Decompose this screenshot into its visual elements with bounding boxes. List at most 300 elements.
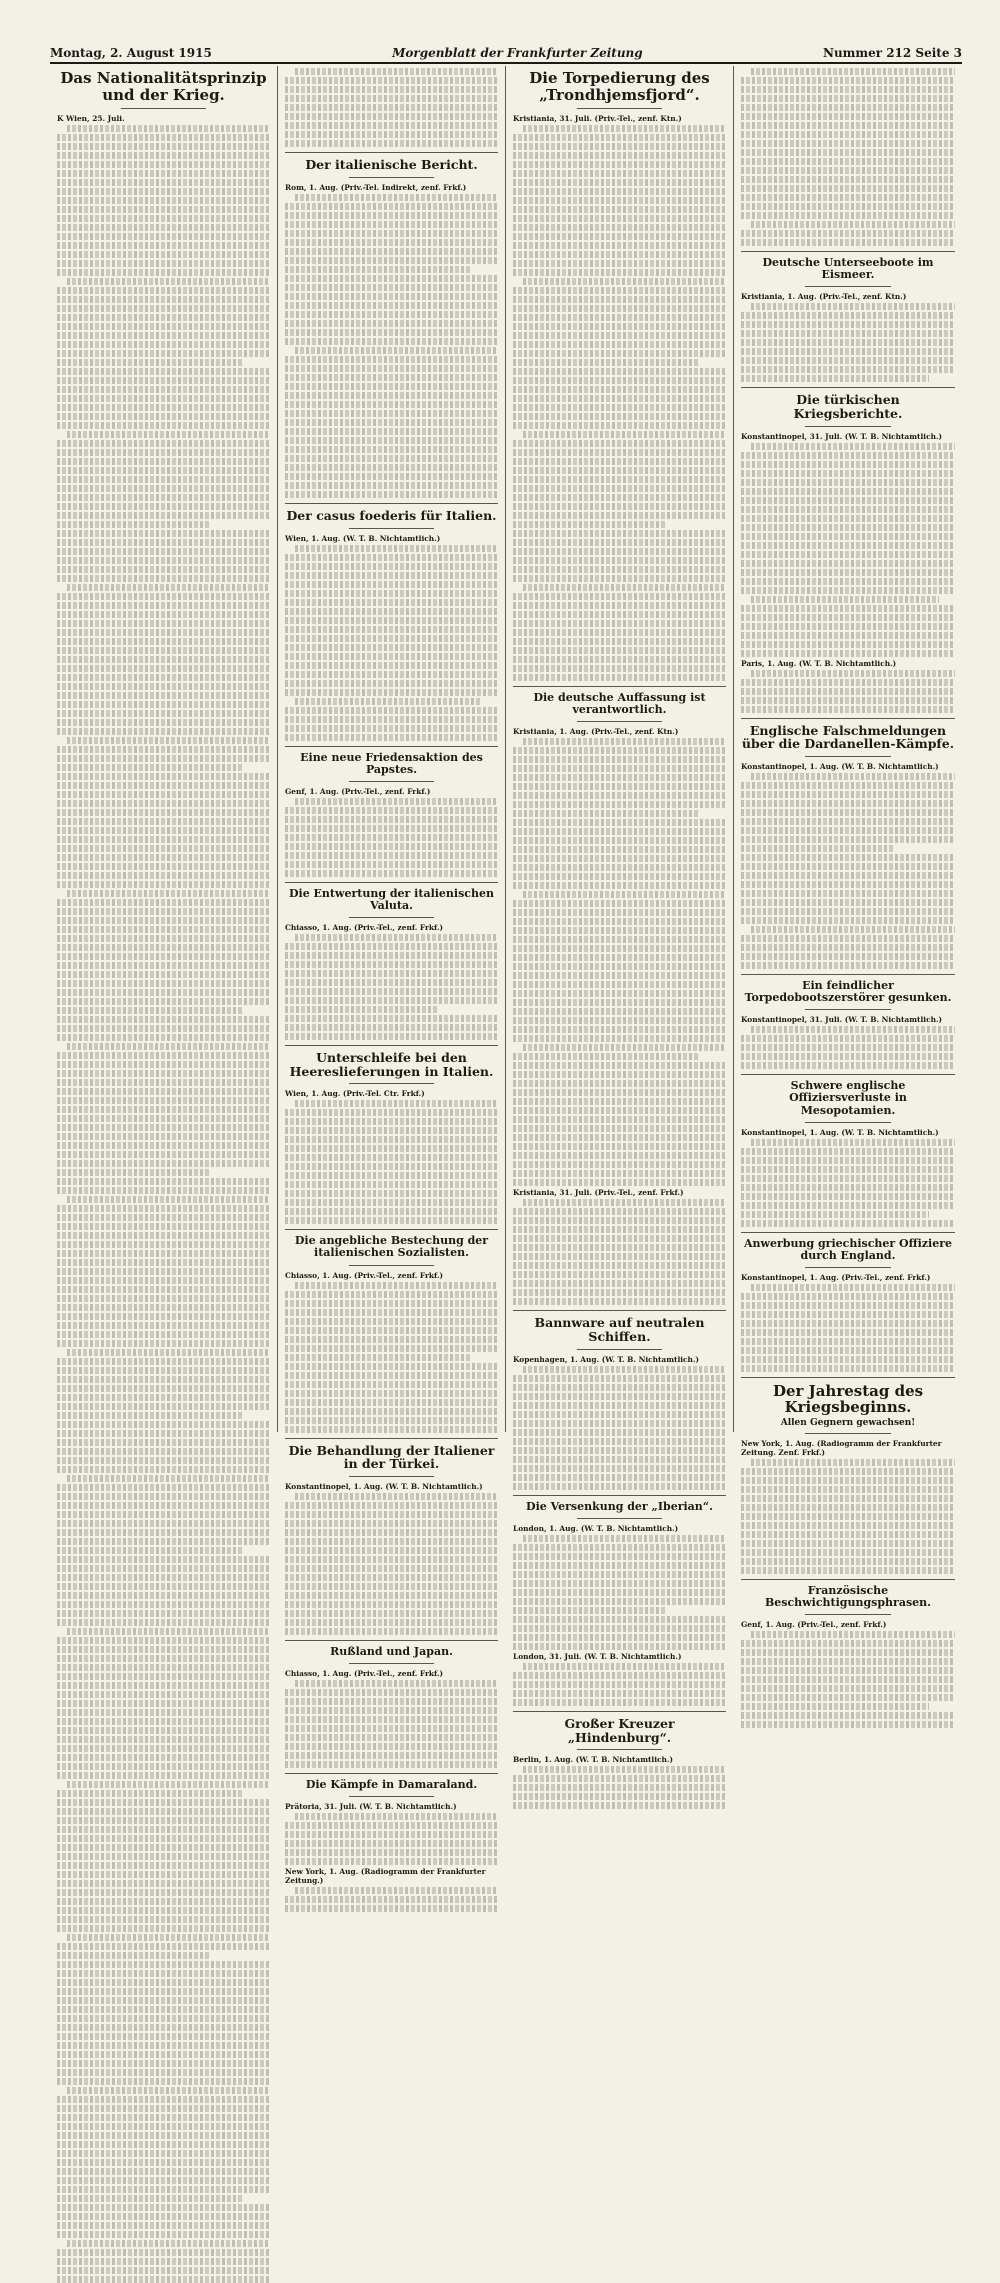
text-line [285,212,498,219]
text-line [285,1743,498,1750]
text-line [285,979,498,986]
text-line [285,446,498,453]
text-line [513,143,726,150]
text-line [285,1118,498,1125]
article [285,1773,498,1865]
text-line [285,653,498,660]
text-line [513,801,726,808]
text-line [285,77,498,84]
text-line [57,1547,244,1554]
text-line [285,1547,498,1554]
text-line [57,2267,270,2274]
text-line [513,170,726,177]
text-line [513,1026,726,1033]
text-line [57,1358,270,1365]
article-dateline: Konstantinopel, 1. Aug. (W. T. B. Nichtamtlich.) [285,1482,483,1492]
text-line [741,836,955,843]
text-line [513,1681,726,1688]
text-line [285,428,498,435]
text-line [285,356,498,363]
text-line [57,188,270,195]
text-line [57,953,270,960]
text-line [513,1098,726,1105]
text-line [57,1592,270,1599]
headline-rule [349,781,434,782]
text-line [741,1320,955,1327]
text-line [741,641,955,648]
text-line [57,647,270,654]
text-line [57,2168,270,2175]
text-line [513,864,726,871]
text-line [57,674,270,681]
text-line [57,683,270,690]
text-line [57,1565,270,1572]
article-dateline: Chiasso, 1. Aug. (Priv.-Tel., zenf. Frkf.) [285,1669,444,1679]
article-headline: Der italienische Bericht. [305,157,478,172]
text-line [285,338,498,345]
text-line [57,1745,270,1752]
text-line [513,215,726,222]
text-line [741,782,955,789]
text-line [513,341,726,348]
article-divider [513,1711,726,1712]
text-line [513,882,726,889]
text-line [513,1289,726,1296]
text-line [285,1181,498,1188]
text-line [57,944,270,951]
text-line [513,1375,726,1382]
text-line [741,506,955,513]
text-line [57,917,270,924]
text-line [57,1583,270,1590]
text-line [285,464,498,471]
text-line [513,377,726,384]
article [741,1377,955,1574]
text-line [67,737,270,744]
text-line [57,1898,270,1905]
text-line [513,1402,726,1409]
headline-rule [121,108,206,109]
text-line [57,2123,270,2130]
text-line [513,1775,726,1782]
text-line [741,944,955,951]
article-headline: Englische Falschmeldungen über die Dardanellen-Kämpfe. [741,722,955,752]
text-line [285,1006,438,1013]
text-line [57,1637,270,1644]
text-line [513,485,726,492]
text-line [57,341,270,348]
text-line [57,755,270,762]
text-line [741,1302,955,1309]
text-line [285,1208,498,1215]
article-divider [741,1232,955,1233]
text-line [57,1556,270,1563]
text-line [513,1134,726,1141]
text-line [523,1766,726,1773]
text-line [57,989,270,996]
headline-rule [349,917,434,918]
text-line [57,1367,270,1374]
text-line [513,1553,726,1560]
text-line [741,809,955,816]
text-line [67,890,270,897]
text-line [741,1703,929,1710]
text-line [57,1385,270,1392]
text-line [741,1721,955,1728]
text-line [741,872,955,879]
text-line [57,422,270,429]
text-line [57,2078,270,2085]
text-line [57,494,270,501]
text-line [741,497,955,504]
text-line [741,1347,955,1354]
article-divider [513,1310,726,1311]
text-line [57,656,270,663]
paper-name: Morgenblatt der Frankfurter Zeitung [392,46,643,60]
text-line [285,1752,498,1759]
text-line [285,1734,498,1741]
text-line [57,602,270,609]
article [57,1475,270,2283]
text-line [285,86,498,93]
text-line [285,1896,498,1903]
text-line [285,1381,498,1388]
article-divider [513,686,726,687]
text-line [741,1193,955,1200]
text-line [57,629,270,636]
text-line [285,843,498,850]
text-line [751,1026,955,1033]
text-line [285,1354,472,1361]
text-line [57,251,270,258]
text-line [513,828,726,835]
text-line [57,1664,270,1671]
text-line [513,656,726,663]
text-line [513,665,726,672]
text-line [57,2204,270,2211]
text-line [513,837,726,844]
text-line [285,221,498,228]
text-line [751,1459,955,1466]
text-line [741,239,955,246]
text-line [57,1025,270,1032]
text-line [741,578,955,585]
text-line [513,323,726,330]
article-dateline: Wien, 1. Aug. (Priv.-Tel. Ctr. Frkf.) [285,1089,425,1099]
text-line [285,1172,498,1179]
article-dateline: Chiasso, 1. Aug. (Priv.-Tel., zenf. Frkf.) [285,1270,444,1280]
text-line [57,1646,270,1653]
text-line [57,845,270,852]
article-dateline: Konstantinopel, 1. Aug. (W. T. B. Nichtamtlich.) [741,1127,939,1137]
text-line [57,2177,270,2184]
text-line [57,1529,270,1536]
text-line [513,1152,726,1159]
text-line [57,2231,270,2238]
text-line [285,1556,498,1563]
text-line [741,1148,955,1155]
text-line [741,1477,955,1484]
text-line [285,961,498,968]
text-line [513,548,726,555]
text-line [295,1100,498,1107]
text-line [513,296,726,303]
text-line [295,1680,498,1687]
text-line [513,819,726,826]
text-line [513,918,726,925]
text-line [57,926,270,933]
text-line [57,1133,270,1140]
text-line [57,1979,270,1986]
text-line [513,395,726,402]
text-line [513,404,726,411]
text-line [513,1143,726,1150]
newspaper-page [50,42,962,1886]
text-line [285,104,498,111]
text-line [57,935,270,942]
text-line [57,458,270,465]
text-line [57,305,270,312]
article-headline: Ein feindlicher Torpedobootszerstörer gesunken. [744,979,952,1005]
text-line [57,260,270,267]
text-line [57,710,270,717]
text-line [57,359,244,366]
article-divider [285,1438,498,1439]
text-line [285,1849,498,1856]
text-line [741,1495,955,1502]
text-line [513,1208,726,1215]
article-dateline: Konstantinopel, 31. Juli. (W. T. B. Nichtamtlich.) [741,1015,943,1025]
text-line [513,458,726,465]
text-line [751,670,955,677]
text-line [513,747,726,754]
text-line [285,320,498,327]
text-line [741,95,955,102]
text-line [57,1880,270,1887]
text-line [57,1340,270,1347]
text-line [285,825,498,832]
headline-rule [805,1267,891,1268]
text-line [513,314,726,321]
text-line [57,1286,270,1293]
text-line [57,899,270,906]
text-line [57,1313,270,1320]
text-line [513,1429,726,1436]
article [741,1579,955,1728]
text-line [285,311,498,318]
text-line [741,1531,955,1538]
article [285,746,498,877]
text-line [513,972,726,979]
article-divider [285,503,498,504]
article-dateline: Kopenhagen, 1. Aug. (W. T. B. Nichtamtlich.) [513,1354,700,1364]
text-line [513,1784,726,1791]
text-line [285,257,498,264]
text-line [57,1241,270,1248]
text-line [295,1493,498,1500]
article-dateline: Konstantinopel, 1. Aug. (Priv.-Tel., zenf. Frkf.) [741,1272,931,1282]
text-line [285,1592,498,1599]
text-line [57,1970,270,1977]
text-line [741,1640,955,1647]
text-line [741,1513,955,1520]
text-line [57,827,270,834]
text-line [513,954,726,961]
text-line [513,620,726,627]
text-line [57,1250,270,1257]
text-line [57,1871,270,1878]
text-line [513,1253,726,1260]
text-line [513,810,700,817]
text-line [741,935,955,942]
text-line [285,1163,498,1170]
text-line [285,491,498,498]
article-headline: Die angebliche Bestechung der italienischen Sozialisten. [294,1234,489,1260]
text-line [57,2096,270,2103]
text-line [741,524,955,531]
text-line [285,455,498,462]
text-line [295,698,482,705]
headline-rule [805,756,891,757]
text-line [285,1601,498,1608]
text-line [285,716,498,723]
text-line [513,305,726,312]
text-line [513,368,726,375]
text-line [513,765,726,772]
text-line [285,1538,498,1545]
text-line [285,1511,498,1518]
text-line [285,113,498,120]
text-line [57,962,270,969]
text-line [57,1007,244,1014]
text-line [285,1033,498,1040]
text-line [67,125,270,132]
text-line [57,1988,270,1995]
text-line [741,1676,955,1683]
text-line [751,68,955,75]
text-line [513,1244,726,1251]
text-line [285,1628,498,1635]
text-line [513,629,726,636]
text-line [513,1438,726,1445]
text-line [741,77,955,84]
headline-rule [805,286,891,287]
text-line [295,545,498,552]
text-line [513,1071,726,1078]
text-line [751,303,955,310]
article [285,503,498,741]
text-line [741,470,955,477]
text-line [57,2114,270,2121]
article [285,1229,498,1432]
text-line [57,1754,270,1761]
text-line [523,431,726,438]
article-headline: Der casus foederis für Italien. [286,507,497,523]
text-line [513,1571,726,1578]
article-divider [285,1229,498,1230]
text-line [57,980,270,987]
text-line [741,452,955,459]
text-line [57,1808,270,1815]
text-line [285,1145,498,1152]
text-line [285,734,498,741]
text-line [513,981,726,988]
text-line [57,1835,270,1842]
text-line [57,1403,270,1410]
text-line [741,1694,955,1701]
text-line [57,593,270,600]
article-divider [285,1640,498,1641]
article [513,1711,726,1810]
text-line [513,900,726,907]
article [741,974,955,1069]
text-line [57,1763,270,1770]
article-headline: Bannware auf neutralen Schiffen. [534,1315,705,1344]
article [57,70,270,1473]
text-line [57,449,270,456]
text-line [513,936,726,943]
text-line [285,563,498,570]
text-line [57,1952,210,1959]
text-line [57,1331,270,1338]
article-headline: Unterschleife bei den Heereslieferungen in Italien. [289,1049,494,1079]
text-line [285,1529,498,1536]
text-line [57,1412,244,1419]
text-line [57,386,270,393]
text-line [513,1690,726,1697]
text-line [513,134,726,141]
article [285,1045,498,1225]
text-line [57,1844,270,1851]
text-line [741,86,955,93]
text-line [751,926,955,933]
article-divider [285,1045,498,1046]
article-divider [285,746,498,747]
text-line [285,293,498,300]
text-line [57,314,270,321]
text-line [285,599,498,606]
text-line [57,1484,270,1491]
article [741,387,955,657]
text-line [57,242,270,249]
text-line [513,206,726,213]
text-line [513,1456,726,1463]
text-line [513,792,726,799]
text-line [285,707,498,714]
text-line [57,2213,270,2220]
text-line [57,701,270,708]
text-line [285,689,498,696]
text-line [57,170,270,177]
text-line [285,1190,498,1197]
text-line [57,332,270,339]
text-line [285,671,498,678]
text-line [513,1017,726,1024]
article-dateline: Kristiania, 31. Juli. (Priv.-Tel., zenf. Ktn.) [513,114,682,123]
text-line [285,1127,498,1134]
text-line [741,321,955,328]
article [513,1188,726,1305]
text-line [741,908,955,915]
text-line [57,1106,270,1113]
text-line [285,1583,498,1590]
text-line [751,1284,955,1291]
text-line [57,1142,270,1149]
article-headline: Die Behandlung der Italiener in der Türkei. [288,1442,495,1472]
text-line [285,590,498,597]
text-line [513,638,726,645]
text-line [513,1298,726,1305]
